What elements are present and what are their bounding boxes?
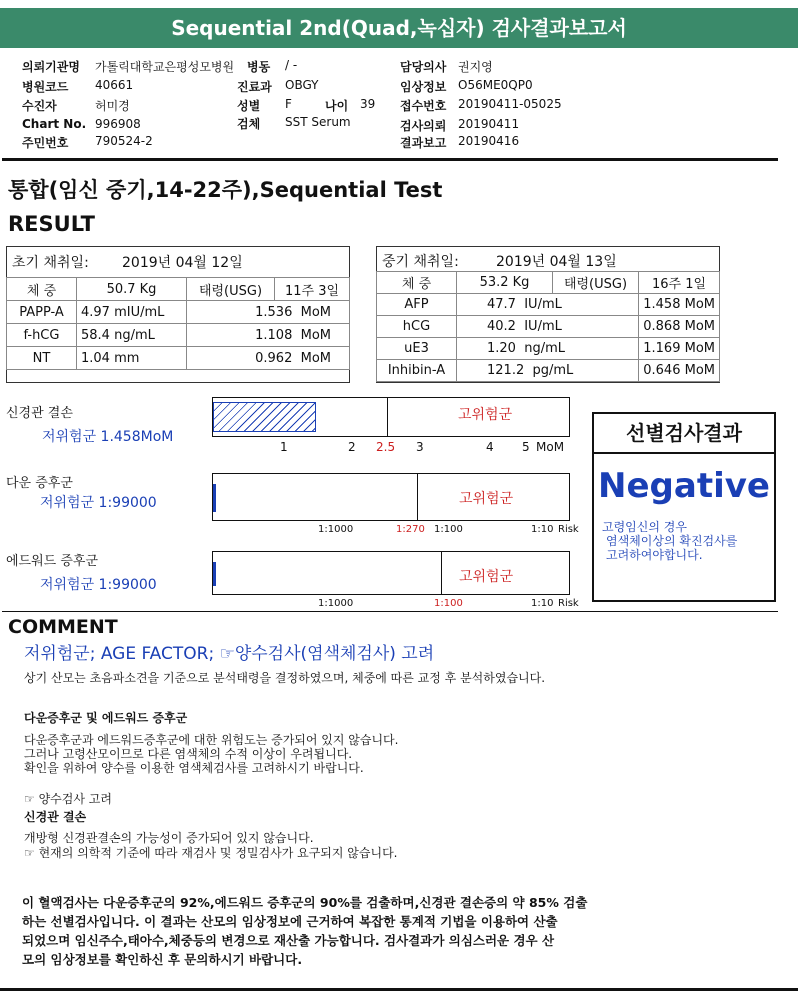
ntd-cutoff-line [387,398,388,436]
ntd-graph [212,397,570,437]
chart-label: Chart No. [22,117,87,131]
ntd-line: ☞ 현재의 의학적 기준에 따라 재검사 및 정밀검사가 요구되지 않습니다. [24,846,398,860]
footer-line: 이 혈액검사는 다운증후군의 92%,에드워드 증후군의 90%를 검출하며,신경관 결손증의 약 85% 검출 [22,895,588,910]
unit: ng/mL [114,327,155,343]
hospital-code-label: 병원코드 [22,80,69,94]
screening-note [602,520,774,562]
clinical-info-label: 임상정보 [400,80,447,94]
value: 58.4 [81,327,110,343]
note-line: 고령임신의 경우 [602,520,687,534]
chart-value: 996908 [95,117,141,131]
comment-line: 상기 산모는 초음파소견을 기준으로 분석태령을 결정하였으며, 체중에 따른 교정 후 분석하였습니다. [24,671,546,685]
marker-value [457,360,639,382]
hospital-code-value: 40661 [95,78,134,92]
note-line: 염색체이상의 확진검사를 [606,534,738,548]
edwards-tick: 1:100 [434,598,463,609]
receipt-label: 접수번호 [400,99,447,113]
divider [0,988,798,991]
down-section-title: 다운증후군 및 에드워드 증후군 [24,711,188,725]
table-row [377,338,720,360]
ntd-tick: 2 [348,440,356,454]
unit: IU/mL [524,297,562,312]
value: 1.04 [81,350,110,366]
request-date-value: 20190411 [458,117,520,131]
mom: 1.108 [255,327,293,343]
early-ga-label: 태령(USG) [187,278,275,301]
footer-line: 하는 선별검사입니다. 이 결과는 산모의 임상정보에 근거하여 복잡한 통계적 기법을 이용하여 산출 [22,914,558,929]
unit: pg/mL [532,363,574,378]
value: 4.97 [81,304,110,320]
down-tick: 1:1000 [318,524,354,535]
mid-date-label: 중기 채취일: [382,254,459,270]
down-label: 다운 증후군 [6,476,73,491]
table-row [377,294,720,316]
down-cutoff-line [417,474,418,520]
down-line: 다운증후군과 에드워드증후군에 대한 위험도는 증가되어 있지 않습니다. [24,733,399,747]
specimen-label: 검체 [237,117,261,131]
ward-value: / - [285,58,298,72]
early-table [6,277,350,370]
down-line: 확인을 위하여 양수를 이용한 염색체검사를 고려하시기 바랍니다. [24,761,364,775]
marker-mom [187,324,350,347]
marker-value [457,316,639,338]
comment-headline: 저위험군; AGE FACTOR; ☞양수검사(염색체검사) 고려 [24,644,435,664]
ssn-value: 790524-2 [95,134,153,148]
screening-title: 선별검사결과 [594,414,774,454]
edwards-marker [213,562,216,586]
unit: ng/mL [524,341,565,356]
mom-unit: MoM [684,341,715,356]
comment-heading: COMMENT [8,616,118,638]
ntd-fill-bar [213,402,316,432]
value: 40.2 [487,319,516,334]
report-title: Sequential 2nd(Quad,녹십자) 검사결과보고서 [0,8,798,48]
age-label: 나이 [325,99,349,113]
edwards-tick: Risk [558,598,579,609]
mid-weight-label: 체 중 [377,272,457,294]
down-tick: 1:100 [434,524,463,535]
early-date-label: 초기 채취일: [12,255,89,271]
edwards-cutoff-line [441,552,442,594]
sex-value: F [285,97,292,111]
mom: 0.646 [643,363,681,378]
mom: 1.536 [255,304,293,320]
institution-label: 의뢰기관명 [22,60,80,74]
mom-unit: MoM [300,304,331,320]
mom-unit: MoM [684,363,715,378]
ntd-tick: 5 [522,440,530,454]
down-result: 저위험군 1:99000 [40,495,157,511]
ntd-result: 저위험군 1.458MoM [42,429,174,445]
ssn-label: 주민번호 [22,136,69,150]
value: 121.2 [487,363,525,378]
marker-value [457,294,639,316]
ward-label: 병동 [247,60,271,74]
screening-result-box [592,412,776,602]
table-row [377,360,720,382]
marker-mom [639,338,720,360]
table-row [377,316,720,338]
specimen-value: SST Serum [285,115,351,129]
value: 1.20 [487,341,516,356]
note-line: 고려하여야합니다. [606,548,703,562]
early-weight-label: 체 중 [7,278,77,301]
ntd-label: 신경관 결손 [6,406,73,421]
dept-label: 진료과 [237,80,272,94]
marker-value [77,301,187,324]
down-tick: 1:270 [396,524,425,535]
patient-value: 허미경 [95,99,130,113]
doctor-value: 권지영 [458,60,493,74]
unit: mm [114,350,140,366]
marker-value [77,347,187,370]
down-high-risk-label: 고위험군 [459,491,514,507]
mom-unit: MoM [300,350,331,366]
mom: 0.962 [255,350,293,366]
mom-unit: MoM [684,319,715,334]
request-date-label: 검사의뢰 [400,119,447,133]
doctor-label: 담당의사 [400,60,447,74]
ntd-tick: 3 [416,440,424,454]
ntd-high-risk-label: 고위험군 [458,407,513,423]
institution-value: 가톨릭대학교은평성모병원 [95,60,235,74]
dept-value: OBGY [285,78,319,92]
ntd-tick: MoM [536,440,565,454]
unit: IU/mL [524,319,562,334]
value: 47.7 [487,297,516,312]
marker-value [457,338,639,360]
marker-mom [639,294,720,316]
early-date: 2019년 04월 12일 [122,255,243,271]
report-date-value: 20190416 [458,134,520,148]
ntd-tick: 4 [486,440,494,454]
ntd-line: 개방형 신경관결손의 가능성이 증가되어 있지 않습니다. [24,831,314,845]
marker-mom [187,301,350,324]
clinical-info-value: O56ME0QP0 [458,78,533,92]
unit: mIU/mL [114,304,165,320]
mom: 0.868 [643,319,681,334]
divider [2,611,778,612]
down-graph [212,473,570,521]
marker-value [77,324,187,347]
receipt-value: 20190411-05025 [458,97,562,111]
footer-line: 되었으며 임신주수,태아수,체중등의 변경으로 재산출 가능합니다. 검사결과가 의심스러운 경우 산 [22,933,555,948]
sex-label: 성별 [237,99,261,113]
edwards-label: 에드워드 증후군 [6,554,99,569]
mid-table [376,271,720,382]
edwards-tick: 1:1000 [318,598,354,609]
edwards-tick: 1:10 [531,598,554,609]
mom-unit: MoM [300,327,331,343]
edwards-graph [212,551,570,595]
mid-date: 2019년 04월 13일 [496,254,617,270]
mid-weight: 53.2 Kg [457,272,553,294]
mid-ga: 16주 1일 [639,272,720,294]
marker-mom [639,360,720,382]
early-ga: 11주 3일 [275,278,350,301]
ntd-tick: 2.5 [376,440,396,454]
marker-name: AFP [377,294,457,316]
down-tick: Risk [558,524,579,535]
ntd-section-title: 신경관 결손 [24,810,87,824]
marker-name: hCG [377,316,457,338]
early-weight: 50.7 Kg [77,278,187,301]
down-marker [213,484,216,512]
table-row [7,324,350,347]
edwards-result: 저위험군 1:99000 [40,577,157,593]
age-value: 39 [360,97,376,111]
mom: 1.458 [643,297,681,312]
marker-name: Inhibin-A [377,360,457,382]
report-date-label: 결과보고 [400,136,447,150]
edwards-high-risk-label: 고위험군 [459,569,514,585]
mom: 1.169 [643,341,681,356]
down-line: 그러나 고령산모이므로 다른 염색체의 수적 이상이 우려됩니다. [24,747,353,761]
result-heading: RESULT [8,212,95,236]
marker-name: PAPP-A [7,301,77,324]
marker-mom [187,347,350,370]
footer-line: 모의 임상정보를 확인하신 후 문의하시기 바랍니다. [22,952,303,967]
marker-mom [639,316,720,338]
mid-ga-label: 태령(USG) [553,272,639,294]
divider [2,158,778,161]
marker-name: uE3 [377,338,457,360]
ntd-tick: 1 [280,440,288,454]
patient-label: 수진자 [22,99,57,113]
table-row [7,347,350,370]
amnio-note: ☞ 양수검사 고려 [24,792,112,806]
test-title: 통합(임신 중기,14-22주),Sequential Test [8,178,443,202]
mom-unit: MoM [684,297,715,312]
down-tick: 1:10 [531,524,554,535]
marker-name: NT [7,347,77,370]
screening-result: Negative [598,466,770,506]
table-row [7,301,350,324]
marker-name: f-hCG [7,324,77,347]
